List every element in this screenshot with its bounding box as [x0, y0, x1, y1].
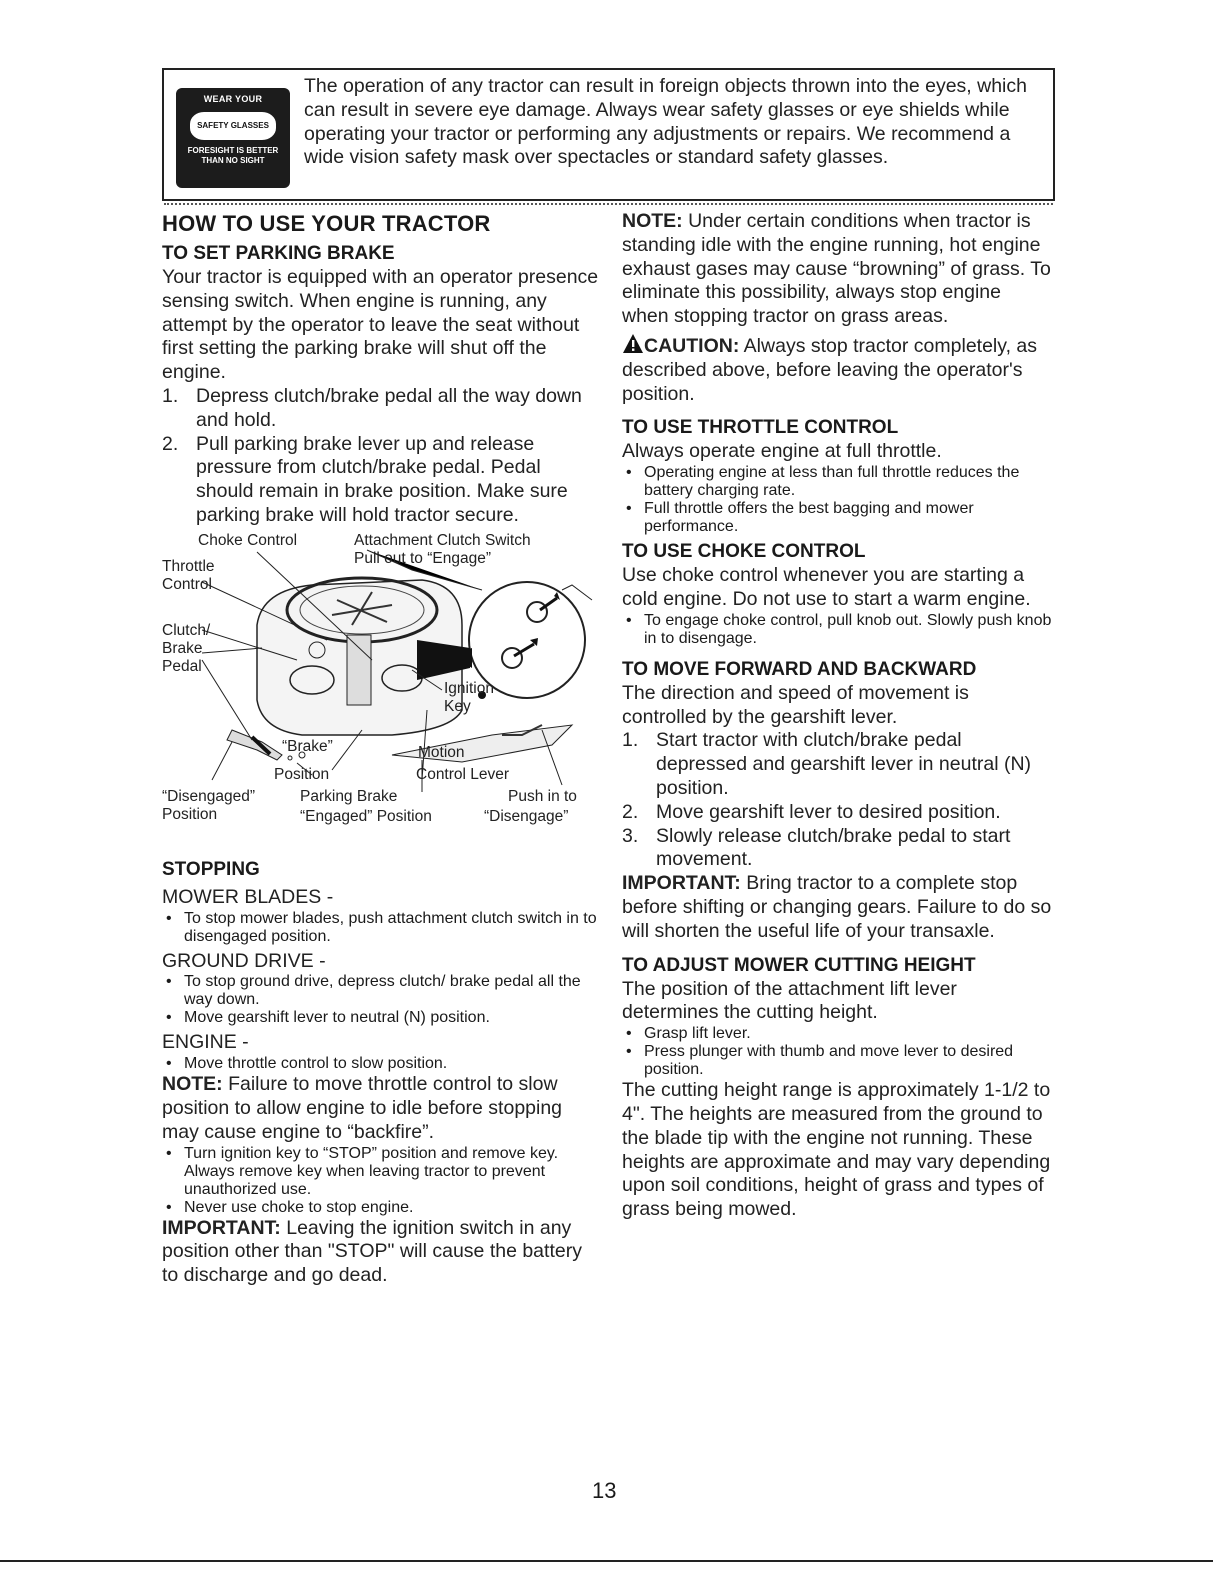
list-item-text: To engage choke control, pull knob out. Slowly push knob in to disengage.: [644, 611, 1052, 647]
choke-intro: Use choke control whenever you are starting a cold engine. Do not use to start a warm engine.: [622, 564, 1031, 610]
list-item: • To stop mower blades, push attachment clutch switch in to disengaged position.: [166, 909, 597, 945]
engine-note: [162, 1073, 602, 1144]
caution-text: Always stop tractor completely, as described above, before leaving the operator's position.: [622, 334, 1038, 405]
list-item: • Move gearshift lever to neutral (N) position.: [166, 1009, 490, 1027]
list-item-text: Move throttle control to slow position.: [184, 1055, 448, 1073]
list-item-text: Press plunger with thumb and move lever to desired position.: [644, 1043, 1014, 1079]
list-item-text: Full throttle offers the best bagging and mower performance.: [644, 500, 974, 536]
warning-text: The operation of any tractor can result in foreign objects thrown into the eyes, which can result in severe eye damage. Always wear safety glasses or eye shields while operating your tractor or performing any adjustments or repairs. We recommend a wide vision safety mask over spectacles or standard safety glasses.: [304, 75, 1027, 169]
safety-warning-box: [162, 68, 1055, 201]
step-number: 1.: [622, 729, 639, 752]
figure-label: “Brake”: [282, 737, 333, 755]
figure-label: Pull out to “Engage”: [354, 549, 492, 567]
step-number: 2.: [162, 432, 179, 455]
figure-label: Pedal: [162, 657, 202, 675]
note-label: NOTE:: [622, 210, 683, 232]
move-step: [622, 801, 1052, 825]
step-text: Depress clutch/brake pedal all the way down and hold.: [196, 384, 582, 431]
step-text: Start tractor with clutch/brake pedal depressed and gearshift lever in neutral (N) position.: [656, 729, 1032, 799]
list-item-text: Never use choke to stop engine.: [184, 1198, 414, 1216]
bottom-rule: [0, 1560, 1213, 1562]
throttle-heading: TO USE THROTTLE CONTROL: [622, 417, 899, 439]
badge-line-3: FORESIGHT IS BETTER THAN NO SIGHT: [187, 146, 279, 165]
list-item: • To engage choke control, pull knob out. Slowly push knob in to disengage.: [626, 611, 1052, 647]
note-label: NOTE:: [162, 1073, 223, 1096]
figure-label: Control Lever: [416, 765, 510, 783]
cutting-outro: The cutting height range is approximately 1-1/2 to 4". The heights are measured from the ground to the blade tip with the engine not running. These heights are approximate and may vary depending upon soil conditions, height of grass and types of grass being mowed.: [622, 1079, 1051, 1221]
figure-label: Position: [274, 765, 330, 783]
figure-label: Ignition: [444, 679, 494, 697]
important-note: [622, 872, 1052, 943]
list-item: • Move throttle control to slow position.: [166, 1055, 448, 1073]
important-text: Bring tractor to a complete stop before shifting or changing gears. Failure to do so will shorten the useful life of your transaxle.: [622, 872, 1052, 942]
choke-heading: TO USE CHOKE CONTROL: [622, 541, 866, 563]
mower-blades-label: MOWER BLADES -: [162, 885, 334, 908]
parking-brake-heading: TO SET PARKING BRAKE: [162, 243, 395, 264]
page-title: HOW TO USE YOUR TRACTOR: [162, 211, 491, 236]
figure-label: Throttle: [162, 557, 215, 575]
figure-label: Motion: [418, 743, 465, 761]
figure-label: Key: [444, 697, 471, 715]
list-item-text: Turn ignition key to “STOP” position and remove key. Always remove key when leaving tractor to prevent unauthorized use.: [184, 1144, 559, 1198]
move-heading: TO MOVE FORWARD AND BACKWARD: [622, 658, 977, 680]
throttle-intro: Always operate engine at full throttle.: [622, 440, 942, 463]
parking-intro: Your tractor is equipped with an operator presence sensing switch. When engine is running, any attempt by the operator to leave the seat without first setting the parking brake will shut off the engine.: [162, 266, 599, 384]
list-item-text: To stop ground drive, depress clutch/ brake pedal all the way down.: [184, 973, 581, 1009]
list-item: • Press plunger with thumb and move lever to desired position.: [626, 1043, 1014, 1079]
move-intro: The direction and speed of movement is controlled by the gearshift lever.: [622, 681, 969, 728]
important-label: IMPORTANT:: [622, 872, 741, 895]
important-note: [162, 1217, 602, 1288]
important-label: IMPORTANT:: [162, 1216, 281, 1239]
important-text: Leaving the ignition switch in any position other than "STOP" will cause the battery to discharge and go dead.: [162, 1216, 582, 1287]
step-text: Slowly release clutch/brake pedal to start movement.: [656, 824, 1011, 871]
figure-label: Clutch/: [162, 621, 211, 639]
right-column: [622, 210, 1052, 1222]
caution-note: [622, 333, 1052, 406]
list-item-text: To stop mower blades, push attachment clutch switch in to disengaged position.: [184, 909, 597, 945]
step-number: 3.: [622, 824, 639, 847]
tractor-controls-figure: [162, 530, 602, 860]
parking-step: [162, 433, 602, 528]
list-item: • Turn ignition key to “STOP” position and remove key. Always remove key when leaving tractor to prevent unauthorized use.: [166, 1144, 559, 1198]
list-item: • Grasp lift lever.: [626, 1025, 751, 1043]
cutting-height-heading: TO ADJUST MOWER CUTTING HEIGHT: [622, 954, 976, 976]
figure-label: Control: [162, 575, 212, 593]
list-item: • Operating engine at less than full throttle reduces the battery charging rate.: [626, 464, 1020, 500]
parking-step: [162, 385, 602, 433]
cutting-intro: The position of the attachment lift lever determines the cutting height.: [622, 977, 957, 1024]
figure-label: “Disengaged”: [162, 787, 256, 805]
list-item-text: Grasp lift lever.: [644, 1025, 751, 1043]
safety-glasses-badge: [176, 88, 290, 188]
step-number: 1.: [162, 384, 179, 407]
note-text: Under certain conditions when tractor is standing idle with the engine running, hot engine exhaust gases may cause “browning” of grass. To eliminate this possibility, always stop engine when stopping tractor on grass areas.: [622, 210, 1051, 328]
figure-label: “Disengage”: [484, 807, 569, 825]
figure-label: Parking Brake: [300, 787, 398, 805]
step-text: Pull parking brake lever up and release pressure from clutch/brake pedal. Pedal should remain in brake position. Make sure parking brake will hold tractor secure.: [196, 432, 568, 526]
figure-label: Choke Control: [198, 531, 298, 549]
list-item: • Full throttle offers the best bagging and mower performance.: [626, 500, 974, 536]
figure-label: “Engaged” Position: [300, 807, 432, 825]
list-item: • Never use choke to stop engine.: [166, 1198, 414, 1216]
figure-label: Brake: [162, 639, 203, 657]
move-step: [622, 729, 1052, 800]
caution-icon: [622, 333, 644, 355]
step-number: 2.: [622, 800, 639, 823]
stopping-heading: STOPPING: [162, 858, 260, 880]
figure-label: Push in to: [508, 787, 577, 805]
note-text: Failure to move throttle control to slow position to allow engine to idle before stopping may cause engine to “backfire”.: [162, 1073, 563, 1143]
step-text: Move gearshift lever to desired position.: [656, 800, 1001, 823]
engine-label: ENGINE -: [162, 1031, 249, 1054]
list-item: • To stop ground drive, depress clutch/ brake pedal all the way down.: [166, 973, 581, 1009]
badge-line-2: SAFETY GLASSES: [190, 112, 276, 140]
caution-label: CAUTION:: [644, 334, 740, 357]
list-item-text: Operating engine at less than full throttle reduces the battery charging rate.: [644, 464, 1020, 500]
ground-drive-label: GROUND DRIVE -: [162, 949, 326, 972]
page-number: 13: [592, 1478, 617, 1503]
move-step: [622, 825, 1052, 873]
left-column: [162, 210, 602, 1288]
badge-line-1: WEAR YOUR: [203, 94, 263, 104]
figure-label: Position: [162, 805, 218, 823]
idle-note: [622, 210, 1052, 329]
figure-label: Attachment Clutch Switch: [354, 531, 531, 549]
list-item-text: Move gearshift lever to neutral (N) position.: [184, 1009, 490, 1027]
divider: [164, 203, 1053, 205]
